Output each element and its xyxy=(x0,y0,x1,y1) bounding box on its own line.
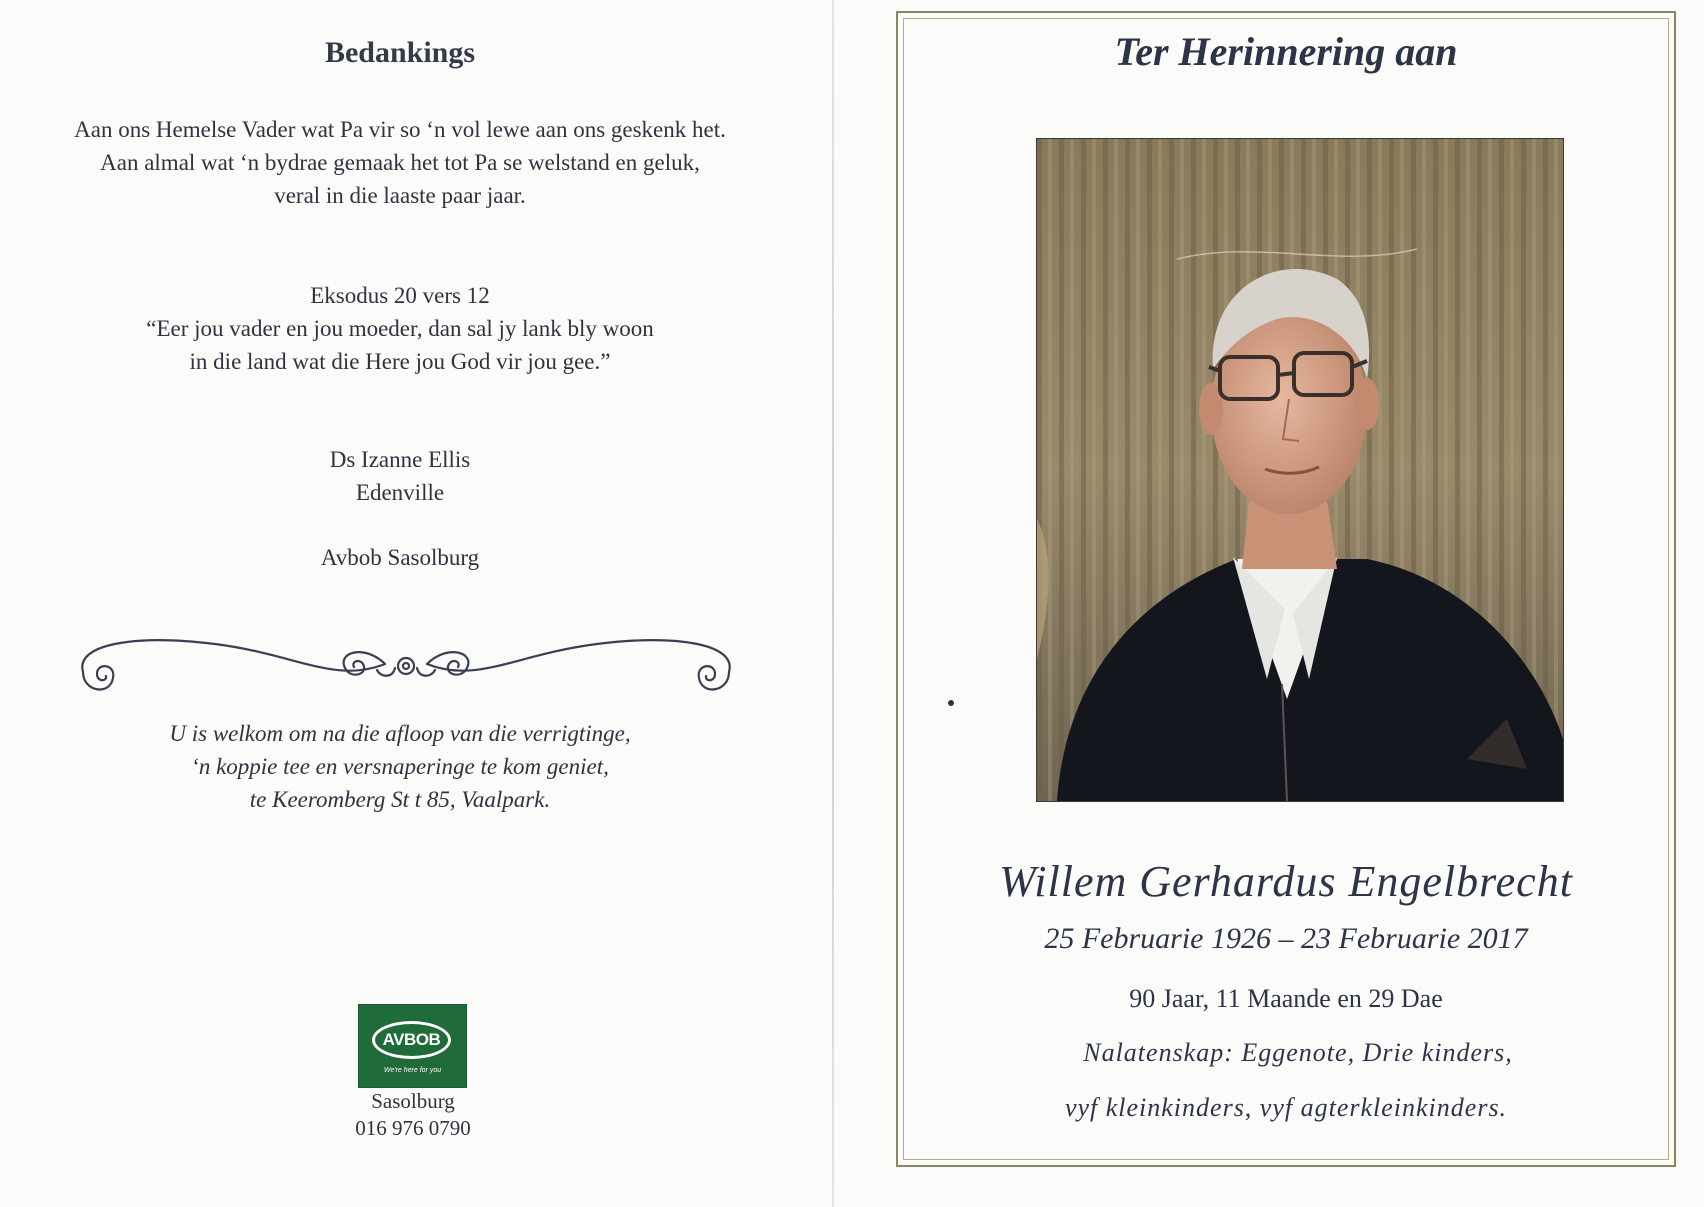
portrait-photo xyxy=(1036,138,1564,802)
legacy-line: vyf kleinkinders, vyf agterkleinkinders. xyxy=(1064,1093,1508,1122)
minister-name: Ds Izanne Ellis xyxy=(329,447,471,472)
invitation-line: ‘n koppie tee en versnaperinge te kom geniet, xyxy=(191,754,609,779)
undertaker-name: Avbob Sasolburg xyxy=(320,545,480,570)
thanks-line: veral in die laaste paar jaar. xyxy=(274,183,526,208)
invitation-line: U is welkom om na die afloop van die verrigtinge, xyxy=(169,721,631,746)
legacy-line: Nalatenskap: Eggenote, Drie kinders, xyxy=(1083,1038,1513,1067)
thanks-line: Aan almal wat ‘n bydrae gemaak het tot Pa se welstand en geluk, xyxy=(100,150,700,175)
branch-name: Sasolburg xyxy=(371,1089,455,1113)
avbob-logo-text: AVBOB xyxy=(372,1021,451,1059)
thanks-title: Bedankings xyxy=(324,36,476,69)
invitation-line: te Keeromberg St t 85, Vaalpark. xyxy=(249,787,551,812)
scripture-line: in die land wat die Here jou God vir jou gee.” xyxy=(189,349,611,374)
print-speck xyxy=(948,700,954,706)
memorial-heading: Ter Herinnering aan xyxy=(1114,29,1458,74)
avbob-logo-tagline: We're here for you xyxy=(383,1067,442,1074)
scripture-reference: Eksodus 20 vers 12 xyxy=(310,283,490,308)
branch-phone: 016 976 0790 xyxy=(355,1116,471,1140)
life-dates: 25 Februarie 1926 – 23 Februarie 2017 xyxy=(1044,922,1528,955)
deceased-name: Willem Gerhardus Engelbrecht xyxy=(999,857,1573,906)
scripture-line: “Eer jou vader en jou moeder, dan sal jy lank bly woon xyxy=(146,316,654,341)
congregation-name: Edenville xyxy=(355,480,445,505)
age-at-death: 90 Jaar, 11 Maande en 29 Dae xyxy=(1129,984,1443,1013)
thanks-line: Aan ons Hemelse Vader wat Pa vir so ‘n vol lewe aan ons geskenk het. xyxy=(74,117,726,142)
